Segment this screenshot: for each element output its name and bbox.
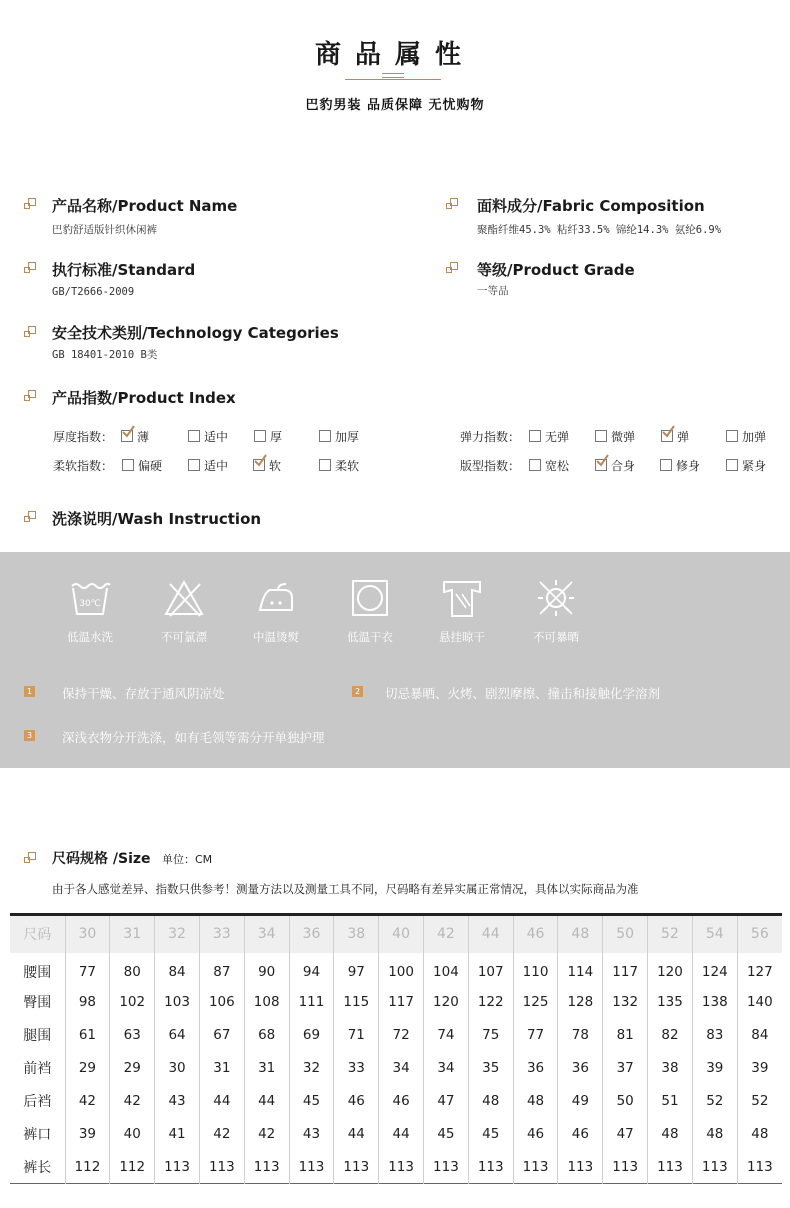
size-cell: 43 <box>155 1085 200 1118</box>
wash-temp-label: 30℃ <box>79 599 101 609</box>
size-cell: 49 <box>558 1085 603 1118</box>
size-table <box>10 913 782 1184</box>
size-cell: 29 <box>110 1052 155 1085</box>
size-cell: 29 <box>65 1052 110 1085</box>
size-cell: 111 <box>289 986 334 1019</box>
table-row <box>10 953 782 986</box>
size-cell: 42 <box>65 1085 110 1118</box>
size-header-cell: 31 <box>110 915 155 953</box>
size-cell: 38 <box>648 1052 693 1085</box>
size-cell: 77 <box>513 1019 558 1052</box>
size-cell: 115 <box>334 986 379 1019</box>
size-header-cell: 40 <box>379 915 424 953</box>
size-cell: 52 <box>692 1085 737 1118</box>
size-cell: 140 <box>746 994 773 1010</box>
index-label-softness: 柔软指数： <box>53 459 114 473</box>
size-cell: 106 <box>199 986 244 1019</box>
size-cell: 124 <box>692 953 737 986</box>
size-cell: 113 <box>513 1151 558 1184</box>
bullet-marker-icon <box>24 262 36 274</box>
size-header-cell: 30 <box>65 915 110 953</box>
size-cell: 125 <box>513 986 558 1019</box>
size-cell: 84 <box>751 1027 769 1043</box>
index-label-elasticity: 弹力指数： <box>460 430 521 444</box>
size-cell: 31 <box>199 1052 244 1085</box>
wash-note: 深浅衣物分开洗涤，如有毛领等需分开单独护理 <box>62 730 325 745</box>
size-title: 尺码规格 /Size <box>52 851 151 867</box>
attr-value-fabric: 聚酯纤维45.3% 粘纤33.5% 锦纶14.3% 氨纶6.9% <box>477 224 722 236</box>
size-header-cell: 48 <box>558 915 603 953</box>
size-cell: 100 <box>379 953 424 986</box>
size-cell: 98 <box>65 986 110 1019</box>
bullet-marker-icon <box>446 262 458 274</box>
bullet-marker-icon <box>24 390 36 402</box>
size-cell: 102 <box>110 986 155 1019</box>
size-cell: 81 <box>603 1019 648 1052</box>
index-option[interactable]: 宽松 <box>529 457 569 474</box>
attr-title-standard: 执行标准/Standard <box>52 261 196 279</box>
size-cell: 36 <box>558 1052 603 1085</box>
index-option[interactable]: 适中 <box>188 428 228 445</box>
size-cell: 63 <box>110 1019 155 1052</box>
size-cell: 34 <box>424 1052 469 1085</box>
size-cell: 97 <box>334 953 379 986</box>
wash-icon-label: 不可暴晒 <box>533 630 579 644</box>
size-cell: 113 <box>648 1151 693 1184</box>
size-cell: 90 <box>244 953 289 986</box>
no-sun-icon <box>534 576 578 620</box>
size-header-label: 尺码 <box>10 915 65 953</box>
index-option[interactable]: 适中 <box>188 457 228 474</box>
table-row <box>10 1085 782 1118</box>
bullet-marker-icon <box>24 326 36 338</box>
size-row-label: 臀围 <box>10 986 65 1019</box>
size-header-cell: 44 <box>468 915 513 953</box>
size-cell: 34 <box>379 1052 424 1085</box>
size-cell: 78 <box>558 1019 603 1052</box>
size-cell: 122 <box>468 986 513 1019</box>
size-cell: 113 <box>692 1151 737 1184</box>
size-cell: 138 <box>692 986 737 1019</box>
size-cell: 47 <box>424 1085 469 1118</box>
size-cell: 44 <box>244 1085 289 1118</box>
size-cell: 108 <box>244 986 289 1019</box>
size-header-cell: 52 <box>648 915 693 953</box>
size-cell: 110 <box>513 953 558 986</box>
table-row <box>10 1052 782 1085</box>
wash-icon-label: 中温烫熨 <box>253 630 299 644</box>
size-header-cell: 42 <box>424 915 469 953</box>
size-cell: 113 <box>199 1151 244 1184</box>
size-cell: 48 <box>648 1118 693 1151</box>
size-cell: 113 <box>155 1151 200 1184</box>
index-option[interactable]: 加弹 <box>726 428 766 445</box>
bullet-marker-icon <box>24 198 36 210</box>
table-row <box>10 986 782 1019</box>
size-cell: 51 <box>648 1085 693 1118</box>
size-cell: 72 <box>379 1019 424 1052</box>
index-option[interactable]: 紧身 <box>726 457 766 474</box>
index-label-fit: 版型指数： <box>460 459 521 473</box>
size-header-row <box>10 915 782 953</box>
size-cell: 83 <box>692 1019 737 1052</box>
index-option[interactable]: 微弹 <box>595 428 635 445</box>
size-cell: 48 <box>751 1126 769 1142</box>
wash-title: 洗涤说明/Wash Instruction <box>52 510 262 528</box>
size-cell: 36 <box>513 1052 558 1085</box>
size-row-label: 裤口 <box>10 1118 65 1151</box>
size-header-cell: 56 <box>737 915 782 953</box>
size-cell: 46 <box>334 1085 379 1118</box>
size-cell: 113 <box>289 1151 334 1184</box>
size-cell: 33 <box>334 1052 379 1085</box>
size-cell: 107 <box>468 953 513 986</box>
size-cell: 104 <box>424 953 469 986</box>
size-cell: 42 <box>110 1085 155 1118</box>
size-cell: 30 <box>155 1052 200 1085</box>
iron-medium-icon <box>254 576 298 620</box>
size-cell: 47 <box>603 1118 648 1151</box>
size-cell: 44 <box>379 1118 424 1151</box>
bullet-marker-icon <box>446 198 458 210</box>
title-underline <box>345 79 441 80</box>
size-cell: 113 <box>468 1151 513 1184</box>
size-cell: 32 <box>289 1052 334 1085</box>
size-cell: 50 <box>603 1085 648 1118</box>
wash-icon-label: 不可氯漂 <box>161 630 207 644</box>
size-cell: 48 <box>513 1085 558 1118</box>
wash-note: 切忌暴晒、火烤、剧烈摩擦、撞击和接触化学溶剂 <box>385 686 661 701</box>
product-index-title: 产品指数/Product Index <box>52 389 236 407</box>
size-cell: 69 <box>289 1019 334 1052</box>
size-row-label: 后裆 <box>10 1085 65 1118</box>
attr-value-technology: GB 18401-2010 B类 <box>52 349 158 361</box>
index-option[interactable]: 加厚 <box>319 428 359 445</box>
size-cell: 132 <box>603 986 648 1019</box>
no-bleach-icon <box>162 576 206 620</box>
size-cell: 113 <box>746 1158 773 1175</box>
size-cell: 135 <box>648 986 693 1019</box>
note-number-badge: 3 <box>24 730 35 741</box>
wash-icon-label: 低温水洗 <box>67 630 113 644</box>
size-cell: 113 <box>603 1151 648 1184</box>
note-number-badge: 1 <box>24 686 35 697</box>
size-cell: 61 <box>65 1019 110 1052</box>
size-cell: 42 <box>199 1118 244 1151</box>
page-title: 商品属性 <box>314 40 475 70</box>
size-cell: 41 <box>155 1118 200 1151</box>
size-cell: 44 <box>199 1085 244 1118</box>
attr-value-grade: 一等品 <box>477 285 509 297</box>
size-cell: 75 <box>468 1019 513 1052</box>
size-cell: 45 <box>468 1118 513 1151</box>
size-cell: 77 <box>65 953 110 986</box>
attr-title-fabric: 面料成分/Fabric Composition <box>477 197 705 215</box>
size-cell: 103 <box>155 986 200 1019</box>
attr-title-grade: 等级/Product Grade <box>477 261 635 279</box>
size-cell: 48 <box>692 1118 737 1151</box>
size-cell: 71 <box>334 1019 379 1052</box>
index-label-thickness: 厚度指数： <box>53 430 114 444</box>
size-cell: 82 <box>648 1019 693 1052</box>
size-cell: 31 <box>244 1052 289 1085</box>
wash-note: 保持干燥、存放于通风阴凉处 <box>62 686 225 701</box>
size-cell: 52 <box>751 1093 769 1109</box>
wash-icon-label: 悬挂晾干 <box>439 630 485 644</box>
index-option[interactable]: 无弹 <box>529 428 569 445</box>
size-header-cell: 32 <box>155 915 200 953</box>
size-cell: 39 <box>65 1118 110 1151</box>
size-header-cell: 46 <box>513 915 558 953</box>
size-row-label: 腰围 <box>10 953 65 986</box>
size-cell: 113 <box>244 1151 289 1184</box>
wash-30-icon <box>68 576 112 620</box>
size-cell: 68 <box>244 1019 289 1052</box>
size-cell: 112 <box>110 1151 155 1184</box>
size-header-cell: 54 <box>692 915 737 953</box>
size-header-cell: 34 <box>244 915 289 953</box>
size-header-cell: 38 <box>334 915 379 953</box>
size-header-cell: 36 <box>289 915 334 953</box>
size-cell: 117 <box>379 986 424 1019</box>
index-option[interactable]: 柔软 <box>319 457 359 474</box>
index-option[interactable]: 厚 <box>254 428 282 445</box>
note-number-badge: 2 <box>352 686 363 697</box>
size-cell: 44 <box>334 1118 379 1151</box>
size-row-label: 腿围 <box>10 1019 65 1052</box>
size-cell: 35 <box>468 1052 513 1085</box>
size-cell: 46 <box>558 1118 603 1151</box>
size-cell: 80 <box>110 953 155 986</box>
size-cell: 127 <box>746 964 773 980</box>
hang-dry-icon <box>440 576 484 620</box>
size-cell: 113 <box>379 1151 424 1184</box>
size-row-label: 前裆 <box>10 1052 65 1085</box>
attr-title-technology: 安全技术类别/Technology Categories <box>52 324 339 342</box>
size-cell: 45 <box>289 1085 334 1118</box>
size-disclaimer: 由于各人感觉差异、指数只供参考！测量方法以及测量工具不同，尺码略有差异实属正常情况，具体以实际商品为准 <box>52 882 639 896</box>
size-cell: 117 <box>603 953 648 986</box>
title-decoration <box>382 73 404 78</box>
size-cell: 39 <box>751 1060 769 1076</box>
index-option[interactable]: 修身 <box>660 457 700 474</box>
size-cell: 120 <box>424 986 469 1019</box>
size-cell: 64 <box>155 1019 200 1052</box>
index-option[interactable]: 薄 <box>121 428 149 445</box>
table-row <box>10 1118 782 1151</box>
index-option[interactable]: 软 <box>253 457 281 474</box>
size-cell: 114 <box>558 953 603 986</box>
size-cell: 113 <box>424 1151 469 1184</box>
size-cell: 94 <box>289 953 334 986</box>
size-header-cell: 50 <box>603 915 648 953</box>
page-subtitle: 巴豹男装 品质保障 无忧购物 <box>305 98 485 113</box>
index-option[interactable]: 偏硬 <box>122 457 162 474</box>
tumble-dry-low-icon <box>348 576 392 620</box>
size-unit: 单位：CM <box>162 853 213 866</box>
attr-value-product-name: 巴豹舒适版针织休闲裤 <box>52 224 157 236</box>
size-cell: 84 <box>155 953 200 986</box>
size-cell: 112 <box>65 1151 110 1184</box>
index-option[interactable]: 弹 <box>661 428 689 445</box>
size-cell: 48 <box>468 1085 513 1118</box>
size-cell: 113 <box>558 1151 603 1184</box>
attr-value-standard: GB/T2666-2009 <box>52 286 135 298</box>
bullet-marker-icon <box>24 852 36 864</box>
size-cell: 46 <box>513 1118 558 1151</box>
size-cell: 39 <box>692 1052 737 1085</box>
size-cell: 67 <box>199 1019 244 1052</box>
index-option[interactable]: 合身 <box>595 457 635 474</box>
size-cell: 87 <box>199 953 244 986</box>
size-cell: 45 <box>424 1118 469 1151</box>
size-cell: 43 <box>289 1118 334 1151</box>
size-cell: 113 <box>334 1151 379 1184</box>
size-cell: 74 <box>424 1019 469 1052</box>
size-header-cell: 33 <box>199 915 244 953</box>
size-cell: 42 <box>244 1118 289 1151</box>
size-cell: 40 <box>110 1118 155 1151</box>
table-row <box>10 1151 782 1184</box>
size-cell: 128 <box>558 986 603 1019</box>
attr-title-product-name: 产品名称/Product Name <box>52 197 238 215</box>
bullet-marker-icon <box>24 511 36 523</box>
size-cell: 120 <box>648 953 693 986</box>
table-row <box>10 1019 782 1052</box>
size-cell: 37 <box>603 1052 648 1085</box>
size-row-label: 裤长 <box>10 1151 65 1184</box>
wash-icon-label: 低温干衣 <box>347 630 393 644</box>
size-cell: 46 <box>379 1085 424 1118</box>
